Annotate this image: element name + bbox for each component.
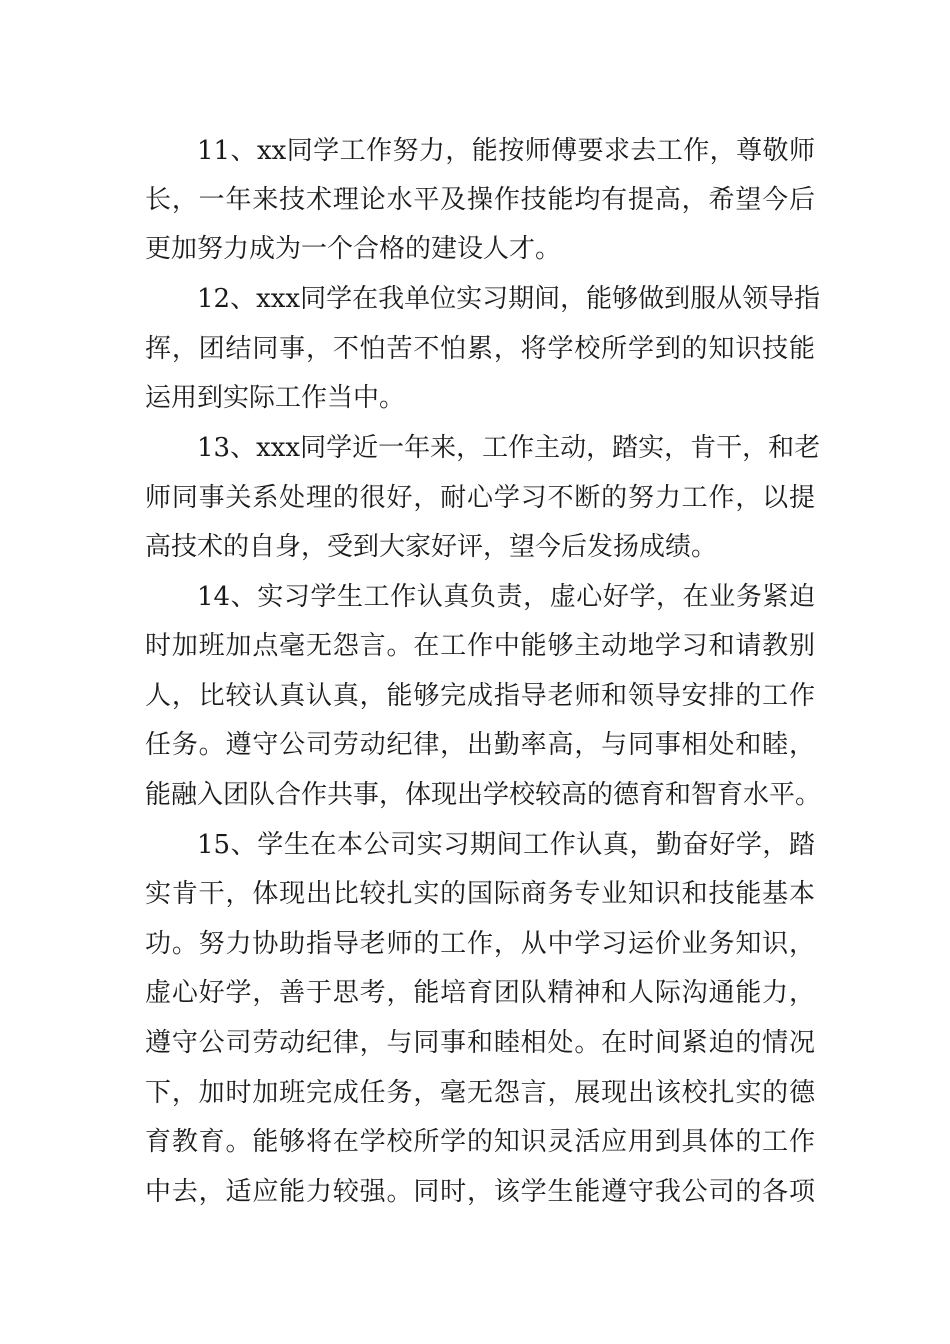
paragraph-15-line-1: 15、学生在本公司实习期间工作认真，勤奋好学，踏 (197, 830, 815, 860)
paragraph-14-line-2: 时加班加点毫无怨言。在工作中能够主动地学习和请教别 (145, 631, 815, 661)
paragraph-14-line-4: 任务。遵守公司劳动纪律，出勤率高，与同事相处和睦， (145, 730, 815, 760)
paragraph-13-line-2: 师同事关系处理的很好，耐心学习不断的努力工作，以提 (145, 483, 815, 513)
paragraph-15-line-7: 育教育。能够将在学校所学的知识灵活应用到具体的工作 (145, 1127, 815, 1157)
paragraph-15-line-2: 实肯干，体现出比较扎实的国际商务专业知识和技能基本 (145, 879, 815, 909)
paragraph-12-line-2: 挥，团结同事，不怕苦不怕累，将学校所学到的知识技能 (145, 334, 815, 364)
paragraph-13-line-1: 13、xxx同学近一年来，工作主动，踏实，肯干，和老 (197, 433, 821, 463)
paragraph-14-line-3: 人，比较认真认真，能够完成指导老师和领导安排的工作 (145, 681, 815, 711)
paragraph-13-line-3: 高技术的自身，受到大家好评，望今后发扬成绩。 (145, 532, 718, 562)
paragraph-11-line-3: 更加努力成为一个合格的建设人才。 (145, 234, 562, 264)
paragraph-14-line-1: 14、实习学生工作认真负责，虚心好学，在业务紧迫 (197, 582, 815, 612)
paragraph-12-line-3: 运用到实际工作当中。 (145, 383, 406, 413)
paragraph-11-line-1: 11、xx同学工作努力，能按师傅要求去工作，尊敬师 (197, 136, 815, 166)
paragraph-12-line-1: 12、xxx同学在我单位实习期间，能够做到服从领导指 (197, 284, 821, 314)
paragraph-14-line-5: 能融入团队合作共事，体现出学校较高的德育和智育水平。 (145, 780, 822, 810)
paragraph-15-line-8: 中去，适应能力较强。同时，该学生能遵守我公司的各项 (145, 1177, 815, 1207)
paragraph-15-line-3: 功。努力协助指导老师的工作，从中学习运价业务知识， (145, 929, 815, 959)
paragraph-11-line-2: 长，一年来技术理论水平及操作技能均有提高，希望今后 (145, 185, 815, 215)
paragraph-15-line-4: 虚心好学，善于思考，能培育团队精神和人际沟通能力， (145, 978, 815, 1008)
paragraph-15-line-6: 下，加时加班完成任务，毫无怨言，展现出该校扎实的德 (145, 1078, 815, 1108)
paragraph-15-line-5: 遵守公司劳动纪律，与同事和睦相处。在时间紧迫的情况 (145, 1028, 815, 1058)
